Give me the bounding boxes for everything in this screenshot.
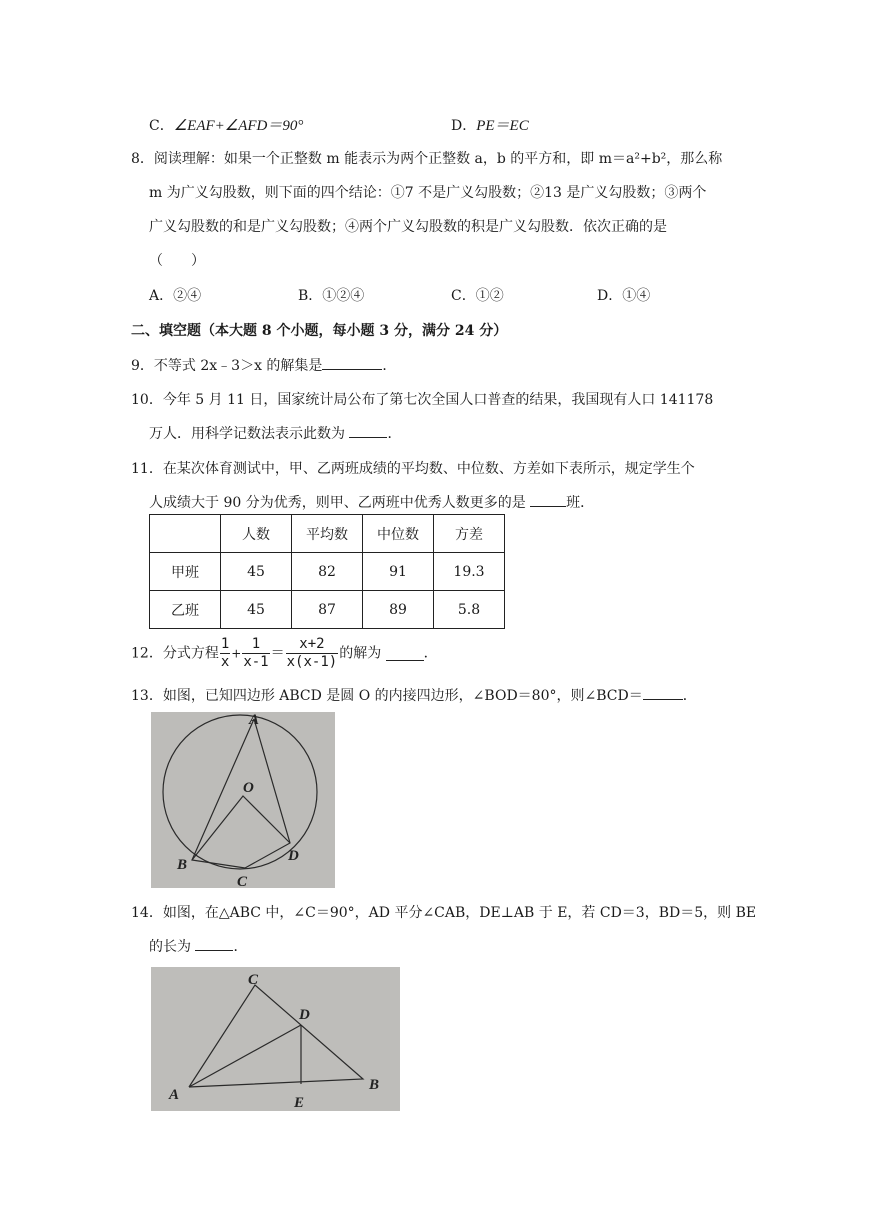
- q12: [131, 636, 438, 671]
- table-cell: 甲班: [150, 553, 221, 591]
- table-header-row: [150, 515, 505, 553]
- denominator: x(x-1): [286, 654, 338, 670]
- q12-end: ．: [423, 645, 438, 662]
- plus-sign: +: [231, 646, 242, 661]
- numerator: 1: [220, 636, 230, 652]
- label-a: A: [169, 1087, 180, 1103]
- answer-blank[interactable]: [349, 423, 387, 438]
- table-cell: 乙班: [150, 591, 221, 629]
- q8-line-2: m 为广义勾股数，则下面的四个结论：①7 不是广义勾股数；②13 是广义勾股数；③两个: [149, 185, 707, 201]
- scores-table: [149, 514, 505, 629]
- table-cell: 82: [292, 553, 363, 591]
- q14-line-1: 14．如图，在△ABC 中，∠C＝90°，AD 平分∠CAB，DE⊥AB 于 E，若 CD＝3，BD＝5，则 BE: [131, 905, 757, 921]
- label-c: C: [248, 972, 259, 988]
- q10-line-1: 10．今年 5 月 11 日，国家统计局公布了第七次全国人口普查的结果，我国现有人口 141178: [131, 392, 714, 408]
- q11-text: 人成绩大于 90 分为优秀，则甲、乙两班中优秀人数更多的是: [149, 495, 526, 511]
- q7-option-c: [149, 114, 303, 135]
- q8-option-c: C．①②: [451, 288, 504, 304]
- answer-blank[interactable]: [195, 936, 233, 951]
- q8-line-1: 8．阅读理解：如果一个正整数 m 能表示为两个正整数 a，b 的平方和，即 m＝a²+b²，那么称: [131, 151, 723, 167]
- q7-option-d: [451, 114, 529, 135]
- label-e: E: [294, 1095, 305, 1111]
- q8-option-a: A．②④: [149, 288, 202, 304]
- label-a: A: [249, 712, 260, 728]
- q10-end: ．: [387, 426, 402, 442]
- label-o: O: [243, 780, 254, 796]
- circle-diagram: [151, 712, 335, 888]
- table-cell: 45: [221, 591, 292, 629]
- q13-end: ．: [682, 688, 697, 704]
- table-cell: 45: [221, 553, 292, 591]
- answer-blank[interactable]: [643, 685, 683, 700]
- answer-blank[interactable]: [530, 492, 566, 507]
- q14-line-2: [149, 936, 247, 956]
- q11-line-1: 11．在某次体育测试中，甲、乙两班成绩的平均数、中位数、方差如下表所示，规定学生个: [131, 461, 695, 477]
- q13: [131, 685, 697, 705]
- q12-suffix: 的解为: [339, 645, 382, 662]
- table-header-cell: [150, 515, 221, 553]
- option-text: ∠EAF+∠AFD＝90°: [173, 118, 304, 134]
- q10-text: 万人．用科学记数法表示此数为: [149, 426, 345, 442]
- fraction-1: [220, 636, 230, 671]
- label-b: B: [177, 857, 188, 873]
- numerator: x+2: [286, 636, 339, 654]
- table-header-cell: 中位数: [363, 515, 434, 553]
- table-cell: 5.8: [434, 591, 505, 629]
- table-header-cell: 方差: [434, 515, 505, 553]
- table-header-cell: 人数: [221, 515, 292, 553]
- option-text: PE＝EC: [476, 118, 529, 134]
- label-b: B: [369, 1077, 380, 1093]
- triangle-diagram: [151, 967, 400, 1111]
- q8-paren: （ ）: [149, 253, 205, 269]
- equals-sign: ＝: [270, 645, 285, 662]
- q8-option-b: B．①②④: [298, 288, 365, 304]
- table-cell: 91: [363, 553, 434, 591]
- option-label: D．: [451, 118, 477, 134]
- denominator: x: [220, 654, 230, 670]
- q8-line-3: 广义勾股数的和是广义勾股数；④两个广义勾股数的积是广义勾股数．依次正确的是: [149, 219, 667, 235]
- q12-prefix: 12．分式方程: [131, 645, 219, 662]
- option-label: C．: [149, 118, 174, 134]
- label-d: D: [288, 848, 299, 864]
- triangle-figure: [151, 967, 400, 1111]
- q9: [131, 355, 396, 375]
- fraction-2: [242, 636, 269, 671]
- table-row: [150, 553, 505, 591]
- fraction-3: [286, 636, 339, 671]
- answer-blank[interactable]: [322, 355, 382, 370]
- section-title: 二、填空题（本大题 8 个小题，每小题 3 分，满分 24 分）: [131, 323, 508, 339]
- answer-blank[interactable]: [386, 646, 424, 661]
- q11-end: 班．: [566, 495, 595, 511]
- numerator: 1: [242, 636, 269, 654]
- q13-text: 13．如图，已知四边形 ABCD 是圆 O 的内接四边形，∠BOD＝80°，则∠BCD＝: [131, 688, 643, 704]
- q9-end: ．: [382, 358, 397, 374]
- q8-option-d: D．①④: [597, 288, 651, 304]
- table-cell: 19.3: [434, 553, 505, 591]
- table-row: [150, 591, 505, 629]
- q9-text: 9．不等式 2x﹣3＞x 的解集是: [131, 358, 323, 374]
- q10-line-2: [149, 423, 401, 443]
- table-header-cell: 平均数: [292, 515, 363, 553]
- label-c: C: [237, 874, 248, 888]
- q14-text: 的长为: [149, 939, 191, 955]
- table-cell: 87: [292, 591, 363, 629]
- denominator: x-1: [243, 654, 269, 670]
- q14-end: ．: [233, 939, 248, 955]
- q11-line-2: [149, 492, 594, 512]
- label-d: D: [299, 1007, 310, 1023]
- table-cell: 89: [363, 591, 434, 629]
- circle-figure: [151, 712, 335, 888]
